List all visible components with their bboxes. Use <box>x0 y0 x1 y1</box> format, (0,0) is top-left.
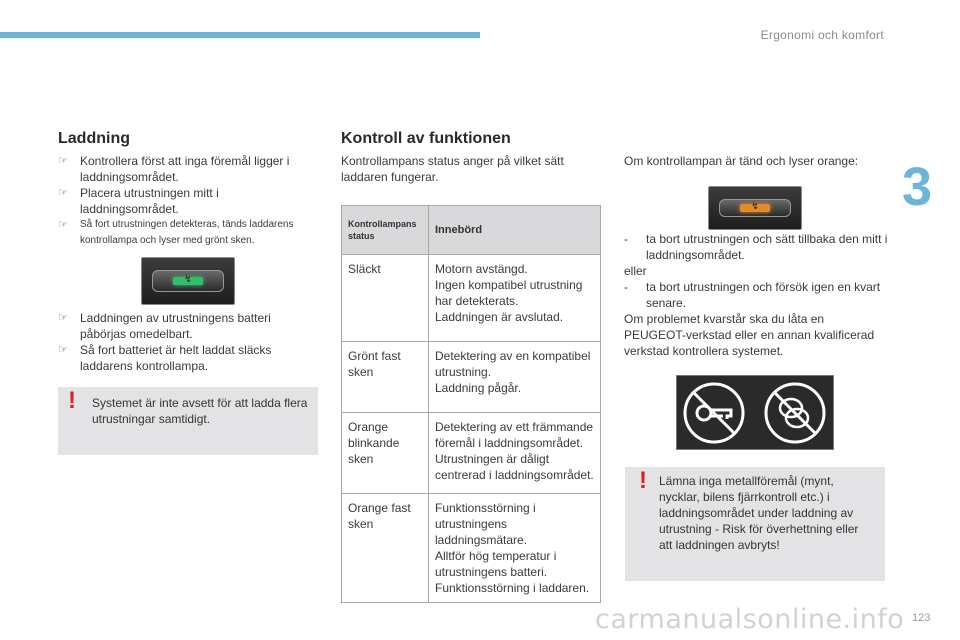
dash-bullet-icon: - <box>624 280 628 294</box>
list-item: ☞ Placera utrustningen mitt i laddningsområdet. <box>58 186 219 216</box>
no-keys-icon <box>685 384 743 442</box>
orange-case-intro: Om kontrollampan är tänd och lyser orange: <box>624 154 859 168</box>
no-coins-icon <box>766 384 824 442</box>
table-row <box>342 255 601 342</box>
table-row <box>342 494 601 603</box>
charging-bolt-icon: ↯ <box>184 274 192 284</box>
charging-steps-list <box>58 153 320 249</box>
orange-led-icon <box>740 201 770 212</box>
status-cell: Grönt fast sken <box>342 342 429 413</box>
meaning-cell: Detektering av en kompatibel utrustning. Laddning pågår. <box>429 342 601 413</box>
followup-text: Om problemet kvarstår ska du låta en PEUGEOT-verkstad eller en annan kvalificerad verkstad kontrollera systemet. <box>624 312 875 358</box>
column-header-meaning: Innebörd <box>429 206 601 255</box>
orange-indicator-lamp-image <box>708 186 802 230</box>
function-check-title: Kontroll av funktionen <box>341 130 511 147</box>
watermark: carmanualsonline.info <box>595 604 905 635</box>
list-item: ☞ Laddningen av utrustningens batteri påbörjas omedelbart. <box>58 311 271 341</box>
function-check-intro: Kontrollampans status anger på vilket sätt laddaren fungerar. <box>341 154 564 184</box>
page-number: 123 <box>912 612 931 624</box>
arrow-bullet-icon: ☞ <box>58 155 68 167</box>
chapter-number: 3 <box>902 157 933 217</box>
arrow-bullet-icon: ☞ <box>58 219 68 231</box>
list-item: ☞ Så fort utrustningen detekteras, tänds laddarens kontrollampa och lyser med grönt sken. <box>58 219 294 246</box>
or-text: eller <box>624 264 647 278</box>
prohibition-svg <box>677 376 833 449</box>
header-accent-bar <box>0 32 480 38</box>
section-title: Ergonomi och komfort <box>760 28 884 42</box>
warning-text: Systemet är inte avsett för att ladda flera utrustningar samtidigt. <box>92 396 308 426</box>
prohibited-objects-pictogram <box>676 375 834 450</box>
meaning-cell: Detektering av ett främmande föremål i laddningsområdet. Utrustningen är dåligt centrerad i laddningsområdet. <box>429 413 601 494</box>
arrow-bullet-icon: ☞ <box>58 312 68 324</box>
warning-text: Lämna inga metallföremål (mynt, nycklar, bilens fjärrkontroll etc.) i laddningsområdet under laddning av utrustning - Risk för överhettning eller att laddningen avbryts! <box>659 474 859 552</box>
green-led-icon <box>173 274 203 285</box>
orange-case-steps <box>624 231 888 359</box>
meaning-cell: Funktionsstörning i utrustningens laddningsmätare. Alltför hög temperatur i utrustningens batteri. Funktionsstörning i laddaren. <box>429 494 601 603</box>
lamp-bezel <box>719 199 791 217</box>
table-row <box>342 413 601 494</box>
list-item: - ta bort utrustningen och sätt tillbaka den mitt i laddningsområdet. <box>624 232 888 262</box>
list-item: - ta bort utrustningen och försök igen en kvart senare. <box>624 280 881 310</box>
green-indicator-lamp-image <box>141 257 235 305</box>
exclamation-icon: ! <box>68 387 76 414</box>
list-item: ☞ Kontrollera först att inga föremål ligger i laddningsområdet. <box>58 154 290 184</box>
arrow-bullet-icon: ☞ <box>58 344 68 356</box>
metal-objects-warning-note <box>625 467 885 581</box>
lamp-bezel <box>152 270 224 292</box>
status-cell: Orange blinkande sken <box>342 413 429 494</box>
table-row <box>342 342 601 413</box>
charging-bolt-icon: ↯ <box>751 201 759 211</box>
meaning-cell: Motorn avstängd. Ingen kompatibel utrustning har detekterats. Laddningen är avslutad. <box>429 255 601 342</box>
status-table <box>341 205 601 603</box>
arrow-bullet-icon: ☞ <box>58 187 68 199</box>
status-cell: Orange fast sken <box>342 494 429 603</box>
list-item: ☞ Så fort batteriet är helt laddat släcks laddarens kontrollampa. <box>58 343 272 373</box>
table-header-row <box>342 206 601 255</box>
warning-note <box>58 387 318 455</box>
status-cell: Släckt <box>342 255 429 342</box>
exclamation-icon: ! <box>639 467 647 494</box>
column-header-status: Kontrollampans status <box>342 206 429 255</box>
charging-title: Laddning <box>58 130 130 147</box>
charging-result-list <box>58 310 320 374</box>
dash-bullet-icon: - <box>624 232 628 246</box>
